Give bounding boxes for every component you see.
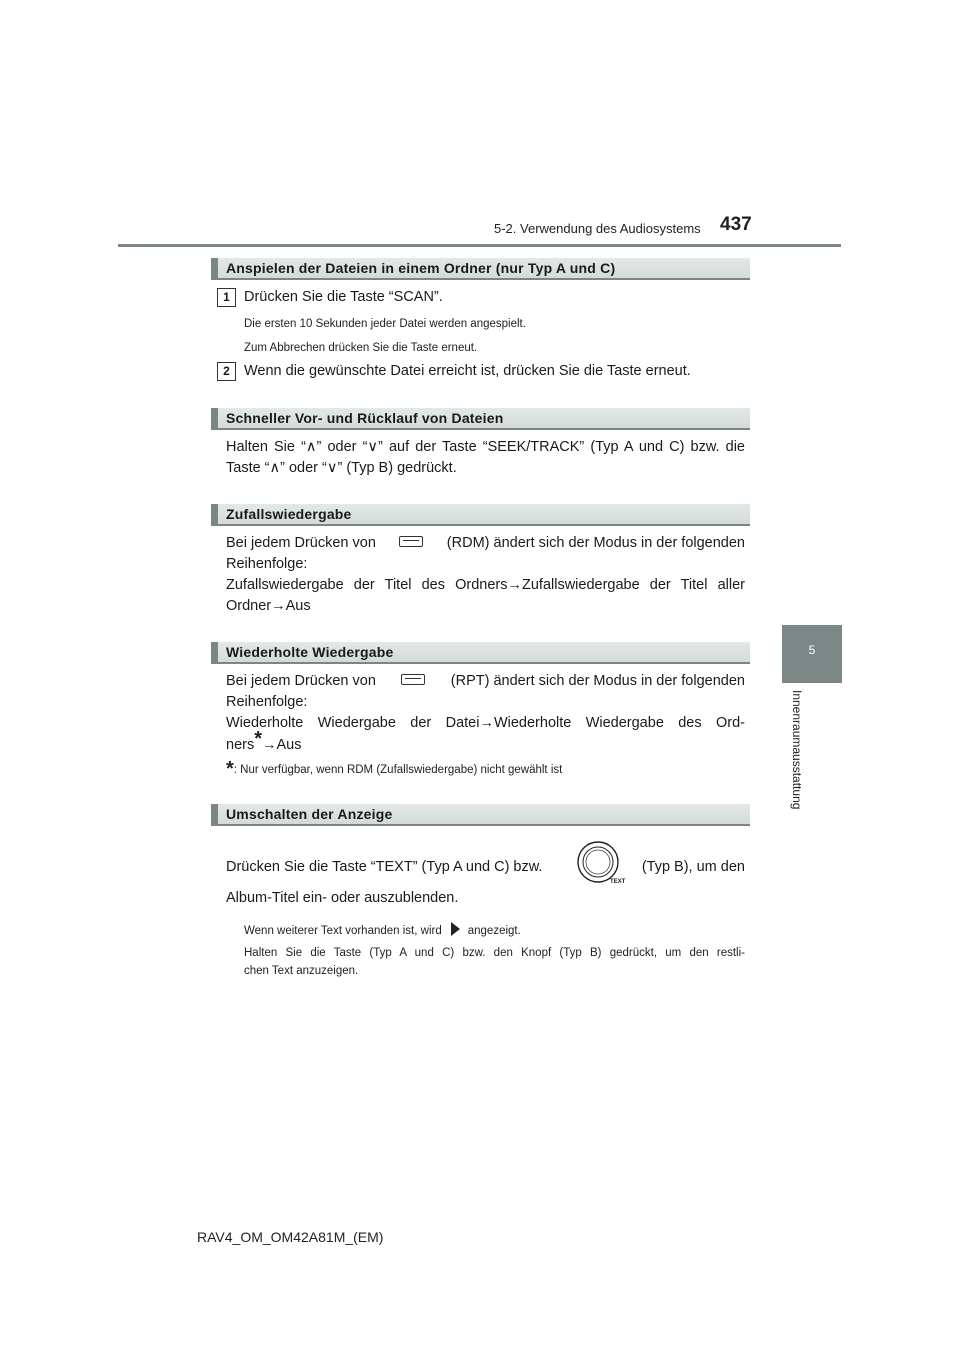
chapter-number: 5 xyxy=(808,643,816,657)
body-text: Reihenfolge: xyxy=(226,694,308,710)
body-text: Bei jedem Drücken von xyxy=(226,673,376,689)
note-line xyxy=(244,921,521,939)
footnote-mark: * xyxy=(226,758,234,780)
section-heading-display: Umschalten der Anzeige xyxy=(211,804,750,826)
note-text: Wenn weiterer Text vorhanden ist, wird xyxy=(244,925,442,937)
knob-label: TEXT xyxy=(610,879,626,885)
body-text: Drücken Sie die Taste “TEXT” (Typ A und C) bzw. xyxy=(226,859,543,875)
step-text: Wenn die gewünschte Datei erreicht ist, drücken Sie die Taste erneut. xyxy=(244,363,691,379)
section-heading-folder-scan: Anspielen der Dateien in einem Ordner (nur Typ A und C) xyxy=(211,258,750,280)
step-text: Drücken Sie die Taste “SCAN”. xyxy=(244,289,443,305)
footnote xyxy=(226,758,563,780)
body-line xyxy=(226,728,302,756)
step-note: Die ersten 10 Sekunden jeder Datei werden angespielt. xyxy=(244,318,526,330)
body-line xyxy=(226,533,745,554)
body-text: Halten Sie “∧” oder “∨” auf der Taste “SEEK/TRACK” (Typ A und C) bzw. die xyxy=(226,439,745,455)
body-text: Bei jedem Drücken von xyxy=(226,535,376,551)
asterisk-mark: * xyxy=(254,728,263,750)
note-text: chen Text anzuzeigen. xyxy=(244,965,359,977)
footnote-text: : Nur verfügbar, wenn RDM (Zufallswiedergabe) nicht gewählt ist xyxy=(233,764,563,776)
body-text: (RDM) ändert sich der Modus in der folgenden xyxy=(446,535,745,551)
section-heading-fast-forward: Schneller Vor- und Rücklauf von Dateien xyxy=(211,408,750,430)
step-note: Zum Abbrechen drücken Sie die Taste erneut. xyxy=(244,342,478,354)
chapter-title: Innenraumausstattung xyxy=(790,690,804,810)
section-heading-random: Zufallswiedergabe xyxy=(211,504,750,526)
chapter-title-vertical xyxy=(790,690,824,820)
text-knob-icon xyxy=(576,840,624,888)
section-heading-repeat: Wiederholte Wiedergabe xyxy=(211,642,750,664)
body-text: (Typ B), um den xyxy=(641,859,745,875)
rdm-button-icon xyxy=(399,536,423,547)
step-number-badge: 1 xyxy=(217,288,236,307)
body-text: Ordner→Aus xyxy=(226,598,311,614)
running-header-section: 5-2. Verwendung des Audiosystems xyxy=(494,221,701,236)
body-text: Wiederholte Wiedergabe der Datei→Wiederholte Wiedergabe des Ord- xyxy=(226,715,745,731)
note-text: Halten Sie die Taste (Typ A und C) bzw. den Knopf (Typ B) gedrückt, um den restli- xyxy=(244,947,745,959)
body-line xyxy=(226,671,745,692)
note-text: angezeigt. xyxy=(467,925,521,937)
body-line xyxy=(226,857,745,878)
step-number-badge: 2 xyxy=(217,362,236,381)
document-code: RAV4_OM_OM42A81M_(EM) xyxy=(197,1229,384,1245)
body-text: ners xyxy=(226,737,255,753)
body-text: →Aus xyxy=(262,737,302,753)
header-rule xyxy=(118,244,841,247)
body-text: Reihenfolge: xyxy=(226,556,308,572)
body-text: Album-Titel ein- oder auszublenden. xyxy=(226,890,459,906)
page-number: 437 xyxy=(720,214,752,235)
rpt-button-icon xyxy=(401,674,425,685)
body-text: Zufallswiedergabe der Titel des Ordners→Zufallswiedergabe der Titel aller xyxy=(226,577,745,593)
body-text: (RPT) ändert sich der Modus in der folgenden xyxy=(450,673,745,689)
body-text: Taste “∧” oder “∨” (Typ B) gedrückt. xyxy=(226,460,457,476)
more-text-arrow-icon xyxy=(448,921,462,937)
